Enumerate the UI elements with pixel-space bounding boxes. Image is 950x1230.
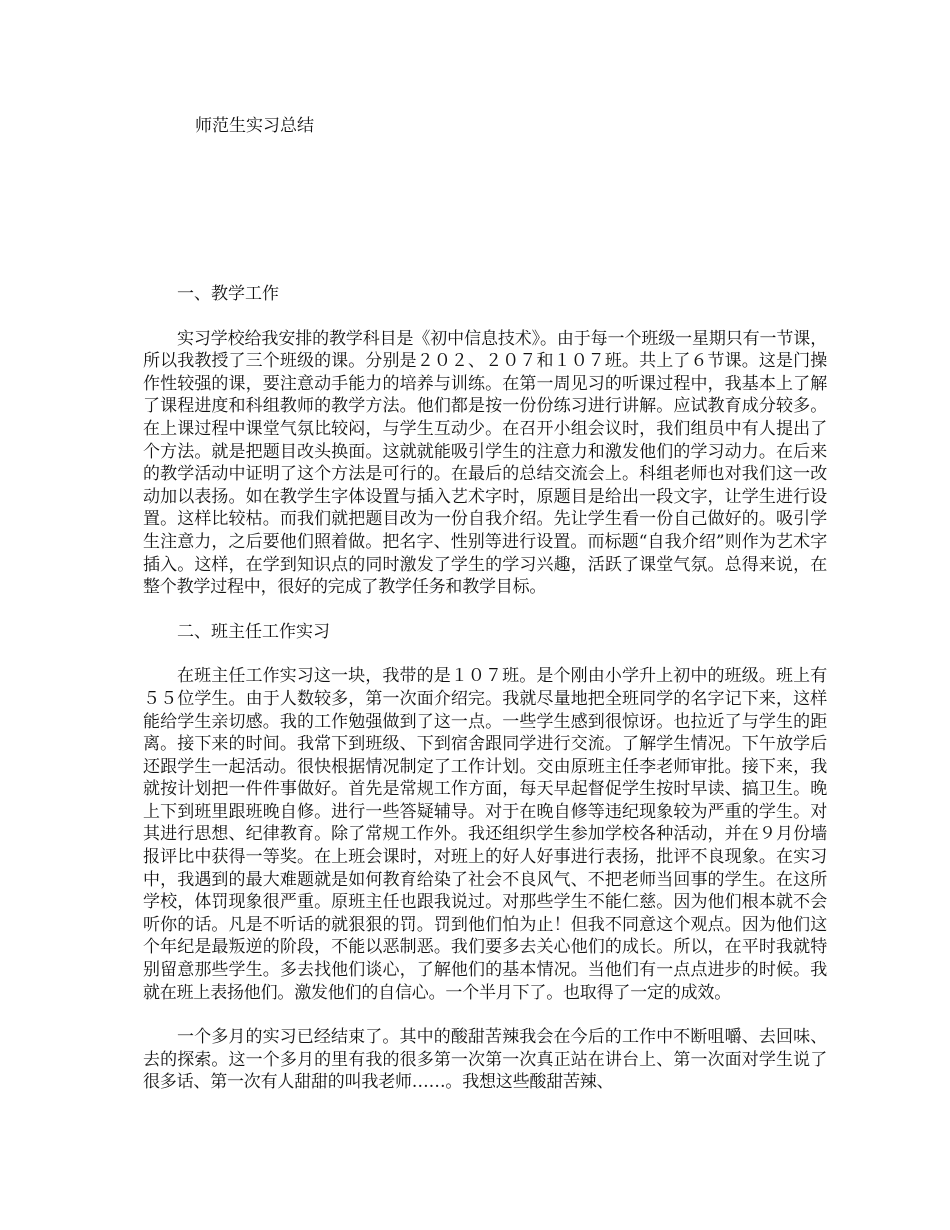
section-heading-teaching: 一、教学工作: [177, 284, 279, 304]
paragraph-conclusion: 一个多月的实习已经结束了。其中的酸甜苦辣我会在今后的工作中不断咀嚼、去回味、去的探索。这一个多月的里有我的很多第一次第一次真正站在讲台上、第一次面对学生说了很多话、第一次有人甜甜的叫我老师……。我想这些酸甜苦辣、: [143, 1027, 827, 1093]
paragraph-class-teacher: 在班主任工作实习这一块，我带的是１０７班。是个刚由小学升上初中的班级。班上有５５位学生。由于人数较多，第一次面介绍完。我就尽量地把全班同学的名字记下来，这样能给学生亲切感。我的工作勉强做到了这一点。一些学生感到很惊讶。也拉近了与学生的距离。接下来的时间。我常下到班级、下到宿舍跟同学进行交流。了解学生情况。下午放学后还跟学生一起活动。很快根据情况制定了工作计划。交由原班主任李老师审批。接下来，我就按计划把一件件事做好。首先是常规工作方面，每天早起督促学生按时早读、搞卫生。晚上下到班里跟班晚自修。进行一些答疑辅导。对于在晚自修等违纪现象较为严重的学生。对其进行思想、纪律教育。除了常规工作外。我还组织学生参加学校各种活动，并在９月份墙报评比中获得一等奖。在上班会课时，对班上的好人好事进行表扬，批评不良现象。在实习中，我遇到的最大难题就是如何教育给染了社会不良风气、不把老师当回事的学生。在这所学校，体罚现象很严重。原班主任也跟我说过。对那些学生不能仁慈。因为他们根本就不会听你的话。凡是不听话的就狠狠的罚。罚到他们怕为止！但我不同意这个观点。因为他们这个年纪是最叛逆的阶段，不能以恶制恶。我们要多去关心他们的成长。所以，在平时我就特别留意那些学生。多去找他们谈心，了解他们的基本情况。当他们有一点点进步的时候。我就在班上表扬他们。激发他们的自信心。一个半月下了。也取得了一定的成效。: [143, 666, 827, 1003]
section-heading-class-teacher: 二、班主任工作实习: [177, 621, 330, 642]
document-body: [143, 283, 827, 1116]
document-title: 师范生实习总结: [195, 116, 314, 136]
paragraph-teaching: 实习学校给我安排的教学科目是《初中信息技术》。由于每一个班级一星期只有一节课，所以我教授了三个班级的课。分别是２０２、２０７和１０７班。共上了６节课。这是门操作性较强的课，要注意动手能力的培养与训练。在第一周见习的听课过程中，我基本上了解了课程进度和科组教师的教学方法。他们都是按一份份练习进行讲解。应试教育成分较多。在上课过程中课堂气氛比较闷，与学生互动少。在召开小组会议时，我们组员中有人提出了个方法。就是把题目改头换面。这就就能吸引学生的注意力和激发他们的学习动力。在后来的教学活动中证明了这个方法是可行的。在最后的总结交流会上。科组老师也对我们这一改动加以表扬。如在教学生字体设置与插入艺术字时，原题目是给出一段文字，让学生进行设置。这样比较枯。而我们就把题目改为一份自我介绍。先让学生看一份自己做好的。吸引学生注意力，之后要他们照着做。把名字、性别等进行设置。而标题“自我介绍”则作为艺术字插入。这样，在学到知识点的同时激发了学生的学习兴趣，活跃了课堂气氛。总得来说，在整个教学过程中，很好的完成了教学任务和教学目标。: [143, 328, 827, 598]
